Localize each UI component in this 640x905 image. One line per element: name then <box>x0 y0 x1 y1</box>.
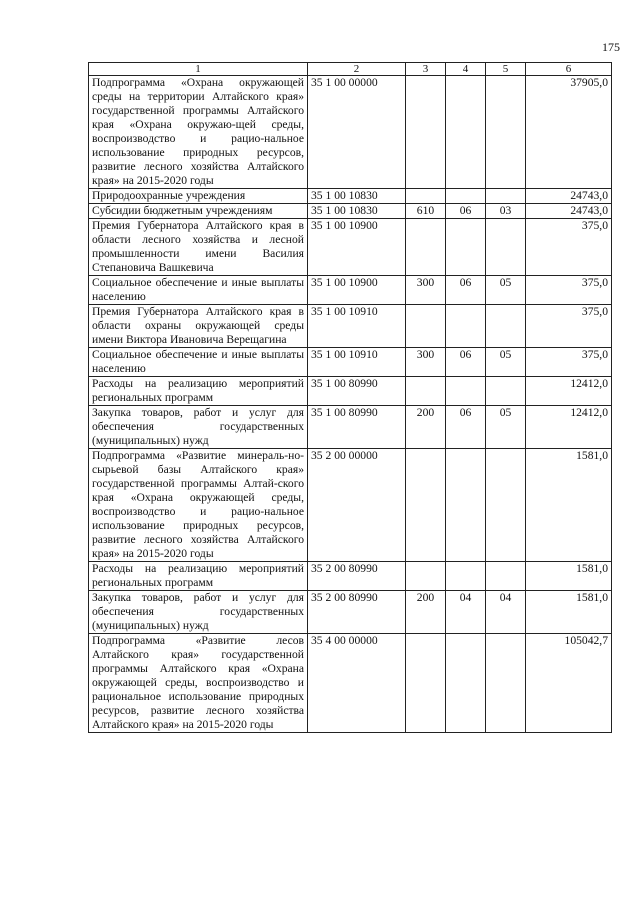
row-subsection: 04 <box>486 591 526 634</box>
table-row <box>89 189 612 204</box>
row-subsection <box>486 189 526 204</box>
row-code: 35 1 00 10900 <box>308 276 406 305</box>
row-amount: 1581,0 <box>526 591 612 634</box>
row-expense-type <box>406 76 446 189</box>
row-amount: 12412,0 <box>526 377 612 406</box>
budget-table <box>88 62 612 733</box>
row-code: 35 2 00 00000 <box>308 449 406 562</box>
table-row <box>89 591 612 634</box>
row-section: 04 <box>446 591 486 634</box>
row-subsection <box>486 562 526 591</box>
row-expense-type: 200 <box>406 591 446 634</box>
row-section: 06 <box>446 204 486 219</box>
row-section: 06 <box>446 406 486 449</box>
row-code: 35 1 00 10910 <box>308 305 406 348</box>
row-name: Подпрограмма «Развитие минераль-но-сырьевой базы Алтайского края» государственной программы Алтай-ского края «Охрана окружающей среды, воспроизводство и рацио-нальное использование природных ресурсов, развитие лесного хозяйства Алтайского края» на 2015-2020 годы <box>89 449 308 562</box>
table-row <box>89 348 612 377</box>
row-section <box>446 189 486 204</box>
row-section <box>446 449 486 562</box>
table-row <box>89 562 612 591</box>
row-expense-type: 300 <box>406 276 446 305</box>
row-expense-type <box>406 562 446 591</box>
row-name: Подпрограмма «Развитие лесов Алтайского края» государственной программы Алтайского края «Охрана окружающей среды, воспроизводство и рациональное использование природных ресурсов, развитие лесного хозяйства Алтайского края» на 2015-2020 годы <box>89 634 308 733</box>
row-subsection <box>486 449 526 562</box>
row-subsection <box>486 219 526 276</box>
row-subsection: 05 <box>486 406 526 449</box>
row-code: 35 4 00 00000 <box>308 634 406 733</box>
table-row <box>89 406 612 449</box>
row-code: 35 2 00 80990 <box>308 562 406 591</box>
row-name: Премия Губернатора Алтайского края в области охраны окружающей среды имени Виктора Ивановича Верещагина <box>89 305 308 348</box>
row-amount: 37905,0 <box>526 76 612 189</box>
row-expense-type <box>406 449 446 562</box>
row-section <box>446 219 486 276</box>
row-section <box>446 76 486 189</box>
row-name: Расходы на реализацию мероприятий региональных программ <box>89 562 308 591</box>
column-header: 5 <box>486 63 526 76</box>
row-expense-type <box>406 634 446 733</box>
table-row <box>89 305 612 348</box>
row-amount: 24743,0 <box>526 189 612 204</box>
row-subsection <box>486 76 526 189</box>
row-amount: 375,0 <box>526 219 612 276</box>
row-expense-type <box>406 305 446 348</box>
row-name: Субсидии бюджетным учреждениям <box>89 204 308 219</box>
row-name: Расходы на реализацию мероприятий региональных программ <box>89 377 308 406</box>
row-subsection: 05 <box>486 348 526 377</box>
row-amount: 24743,0 <box>526 204 612 219</box>
row-code: 35 1 00 10830 <box>308 189 406 204</box>
row-section: 06 <box>446 276 486 305</box>
row-expense-type <box>406 377 446 406</box>
row-subsection: 05 <box>486 276 526 305</box>
row-name: Социальное обеспечение и иные выплаты населению <box>89 276 308 305</box>
row-section <box>446 562 486 591</box>
row-name: Закупка товаров, работ и услуг для обеспечения государственных (муниципальных) нужд <box>89 591 308 634</box>
table-row <box>89 219 612 276</box>
row-subsection <box>486 377 526 406</box>
table-row <box>89 377 612 406</box>
column-header: 1 <box>89 63 308 76</box>
row-expense-type: 610 <box>406 204 446 219</box>
row-name: Социальное обеспечение и иные выплаты населению <box>89 348 308 377</box>
row-code: 35 2 00 80990 <box>308 591 406 634</box>
row-name: Подпрограмма «Охрана окружающей среды на территории Алтайского края» государственной программы Алтайского края «Охрана окружаю-щей среды, воспроизводство и рацио-нальное использование природных ресурсов, развитие лесного хозяйства Алтайского края» на 2015-2020 годы <box>89 76 308 189</box>
table-row <box>89 204 612 219</box>
row-subsection <box>486 305 526 348</box>
row-expense-type: 300 <box>406 348 446 377</box>
row-amount: 375,0 <box>526 348 612 377</box>
row-code: 35 1 00 80990 <box>308 406 406 449</box>
row-name: Закупка товаров, работ и услуг для обеспечения государственных (муниципальных) нужд <box>89 406 308 449</box>
row-subsection: 03 <box>486 204 526 219</box>
row-subsection <box>486 634 526 733</box>
column-header: 6 <box>526 63 612 76</box>
column-header: 4 <box>446 63 486 76</box>
row-expense-type: 200 <box>406 406 446 449</box>
row-section <box>446 634 486 733</box>
table-row <box>89 449 612 562</box>
table-row <box>89 634 612 733</box>
row-section <box>446 377 486 406</box>
row-expense-type <box>406 219 446 276</box>
row-section <box>446 305 486 348</box>
row-code: 35 1 00 80990 <box>308 377 406 406</box>
row-amount: 1581,0 <box>526 562 612 591</box>
row-name: Природоохранные учреждения <box>89 189 308 204</box>
row-amount: 12412,0 <box>526 406 612 449</box>
row-code: 35 1 00 10900 <box>308 219 406 276</box>
column-number-row <box>89 63 612 76</box>
row-code: 35 1 00 10830 <box>308 204 406 219</box>
row-name: Премия Губернатора Алтайского края в области лесного хозяйства и лесной промышленности имени Василия Степановича Вашкевича <box>89 219 308 276</box>
row-amount: 1581,0 <box>526 449 612 562</box>
table-row <box>89 76 612 189</box>
row-expense-type <box>406 189 446 204</box>
column-header: 2 <box>308 63 406 76</box>
row-amount: 375,0 <box>526 276 612 305</box>
page-number: 175 <box>602 40 620 54</box>
column-header: 3 <box>406 63 446 76</box>
row-section: 06 <box>446 348 486 377</box>
row-code: 35 1 00 10910 <box>308 348 406 377</box>
row-amount: 105042,7 <box>526 634 612 733</box>
row-amount: 375,0 <box>526 305 612 348</box>
row-code: 35 1 00 00000 <box>308 76 406 189</box>
table-row <box>89 276 612 305</box>
